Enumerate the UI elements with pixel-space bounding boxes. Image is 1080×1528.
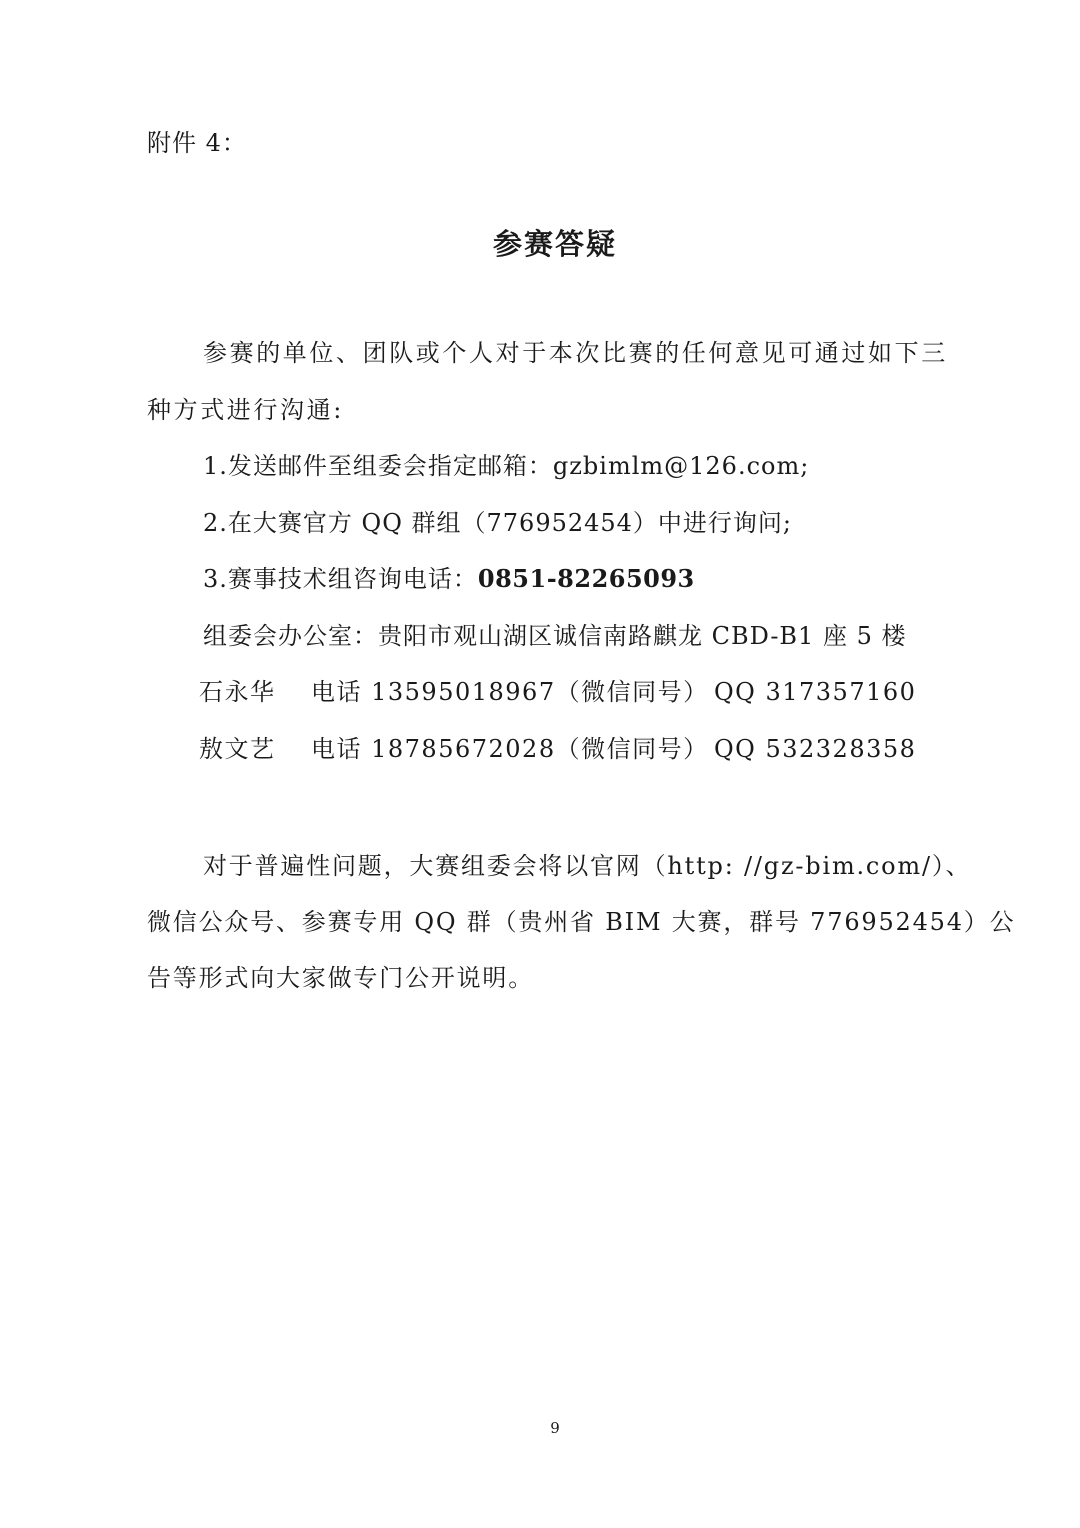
page-title: 参赛答疑 [492,227,617,261]
contact-row [0,733,1080,765]
closing-paragraph-line-3: 告等形式向大家做专门公开说明。 [147,964,534,992]
contact-qq: QQ 532328358 [714,735,917,763]
closing-paragraph-line-1: 对于普遍性问题，大赛组委会将以官网（http: //gz-bim.com/）、 [203,852,972,880]
list-item-qq-group: 2.在大赛官方 QQ 群组（776952454）中进行询问; [203,509,793,537]
consult-phone-number: 0851-82265093 [477,564,695,593]
contact-qq: QQ 317357160 [714,678,917,706]
list-item-phone [203,563,695,595]
phone-label: 3.赛事技术组咨询电话： [203,565,478,593]
office-address: 组委会办公室：贵阳市观山湖区诚信南路麒龙 CBD-B1 座 5 楼 [203,622,907,650]
attachment-label: 附件 4： [147,129,247,157]
list-item-email: 1.发送邮件至组委会指定邮箱：gzbimlm@126.com; [203,452,810,480]
contact-name: 敖文艺 [199,735,276,763]
contact-name: 石永华 [199,678,276,706]
contact-phone: 电话 18785672028（微信同号） [311,735,709,763]
closing-paragraph-line-2: 微信公众号、参赛专用 QQ 群（贵州省 BIM 大赛，群号 776952454）公 [147,908,1016,936]
intro-line-2: 种方式进行沟通: [147,396,344,424]
contact-row [0,676,1080,708]
contact-phone: 电话 13595018967（微信同号） [311,678,709,706]
intro-line-1: 参赛的单位、团队或个人对于本次比赛的任何意见可通过如下三 [203,339,948,367]
page-number: 9 [550,1419,560,1437]
